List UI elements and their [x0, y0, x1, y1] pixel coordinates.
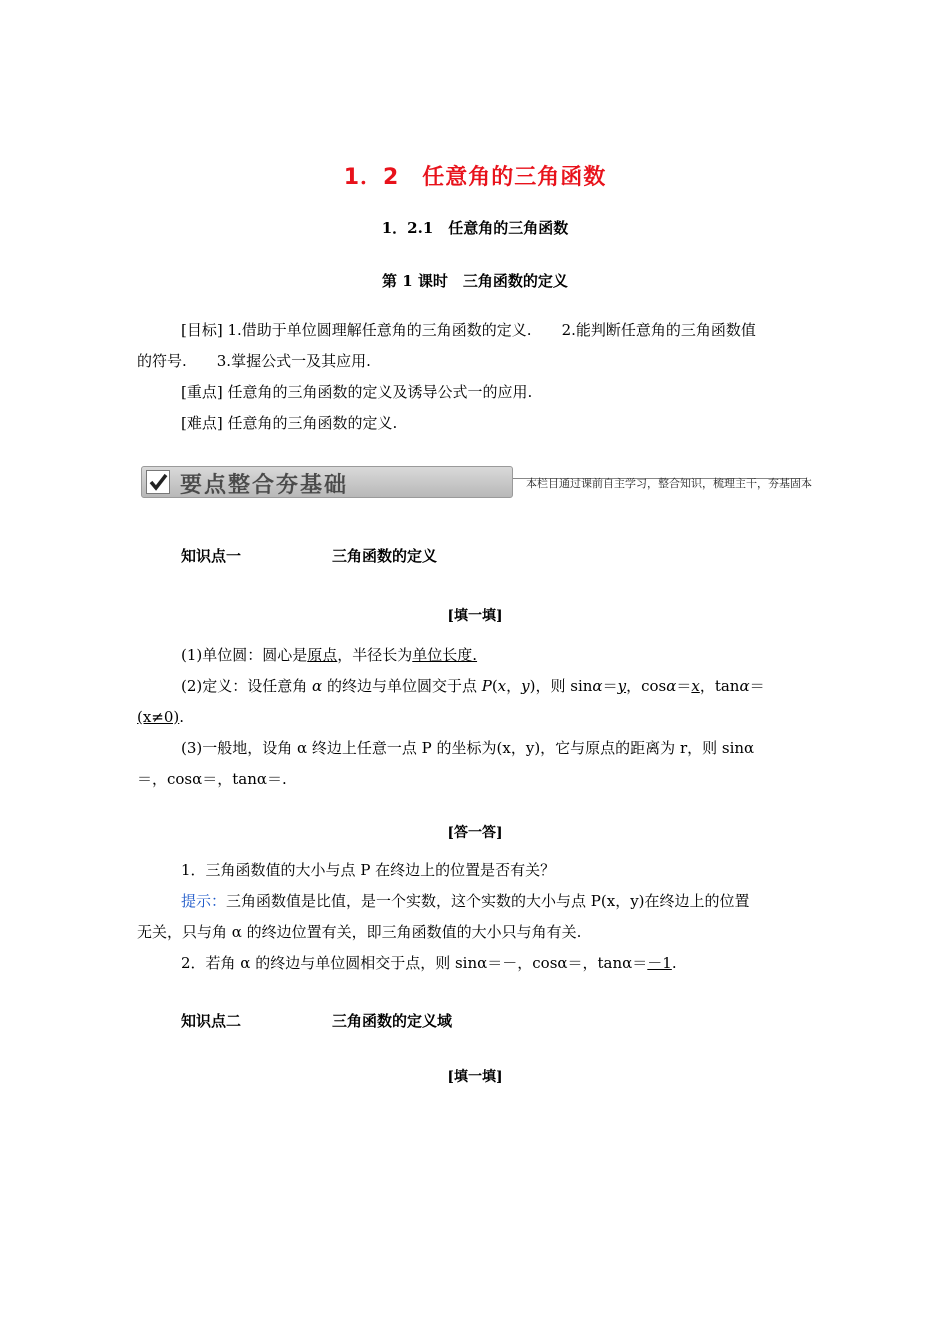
hint-paragraph-cont — [137, 917, 815, 948]
section-banner — [137, 464, 812, 498]
item-3 — [137, 733, 815, 764]
knowledge-point-1-label: 知识点一 — [181, 547, 242, 565]
alpha-symbol: α — [312, 677, 323, 695]
answer-sin: y — [617, 677, 627, 695]
item-1-text-a: (1)单位圆：圆心是 — [181, 646, 308, 664]
var-y: y — [521, 677, 530, 695]
item-2-text: ＝ — [602, 677, 618, 695]
goals-text-1: 1.借助于单位圆理解任意角的三角函数的定义. 2.能判断任意角的三角函数值 — [222, 321, 756, 339]
banner-box — [141, 466, 513, 498]
qa-heading: [答一答] — [447, 825, 503, 841]
question-1: 1．三角函数值的大小与点 P 在终边上的位置是否有关？ — [181, 861, 556, 879]
knowledge-point-2-name: 三角函数的定义域 — [332, 1012, 453, 1030]
question-2-answer: －1 — [647, 954, 672, 972]
item-1-answer-unit: 单位长度. — [412, 646, 478, 664]
item-2-cont — [137, 702, 815, 733]
item-3-line-2: ＝，cosα＝，tanα＝. — [137, 770, 287, 788]
goals-paragraph — [137, 315, 815, 346]
question-2-end: . — [671, 954, 677, 972]
item-3-line-1: (3)一般地，设角 α 终边上任意一点 P 的坐标为(x，y)，它与原点的距离为 r，则 sinα — [181, 739, 755, 757]
difficulty-text: 任意角的三角函数的定义. — [222, 414, 398, 432]
page-title: 1．2 任意角的三角函数 — [343, 165, 607, 190]
knowledge-point-2-label: 知识点二 — [181, 1012, 242, 1030]
hint-text-1: 三角函数值是比值，是一个实数，这个实数的大小与点 P(x，y)在终边上的位置 — [226, 892, 750, 910]
section-title: 1．2.1 任意角的三角函数 — [381, 219, 569, 237]
item-2-text: . — [179, 708, 185, 726]
hint-paragraph — [137, 886, 815, 917]
item-2-text: ＝ — [676, 677, 692, 695]
item-2: (2)定义：设任意角 α 的终边与单位圆交于点 P(x，y)，则 sinα＝y，cosα＝x，tanα＝ — [181, 677, 765, 695]
focus-label: [重点] — [181, 383, 223, 401]
knowledge-point-1-name: 三角函数的定义 — [332, 547, 438, 565]
banner-heading: 要点整合夯基础 — [180, 473, 349, 498]
question-2 — [137, 948, 815, 979]
item-2-text: ， — [506, 677, 522, 695]
fill-in-heading-2: [填一填] — [447, 1069, 503, 1085]
item-3-cont — [137, 764, 815, 795]
answer-tan-condition: (x≠0) — [137, 708, 180, 726]
item-1-text-c: ，半径长为 — [337, 646, 413, 664]
question-2-text: 2．若角 α 的终边与单位圆相交于点，则 sinα＝－，cosα＝，tanα＝ — [181, 954, 648, 972]
item-1 — [137, 640, 815, 671]
point-p: P — [481, 677, 492, 695]
goals-paragraph-cont — [137, 346, 815, 377]
difficulty-paragraph — [137, 408, 815, 439]
focus-paragraph — [137, 377, 815, 408]
hint-text-2: 无关，只与角 α 的终边位置有关，即三角函数值的大小只与角有关. — [137, 923, 582, 941]
item-1-answer-origin: 原点 — [307, 646, 338, 664]
goals-label: [目标] — [181, 321, 223, 339]
item-2-text: ( — [491, 677, 498, 695]
item-2-text: ＝ — [749, 677, 765, 695]
item-2-text: (2)定义：设任意角 — [181, 677, 313, 695]
hint-label: 提示： — [181, 892, 227, 910]
answer-cos: x — [691, 677, 700, 695]
item-2-text: 的终边与单位圆交于点 — [322, 677, 482, 695]
item-2-text: ，cos — [626, 677, 667, 695]
item-2-text: )，则 sin — [529, 677, 593, 695]
var-x: x — [497, 677, 507, 695]
banner-note: 本栏目通过课前自主学习，整合知识，梳理主干，夯基固本 — [526, 477, 812, 490]
fill-in-heading-1: [填一填] — [447, 608, 503, 624]
goals-text-2: 的符号. 3.掌握公式一及其应用. — [137, 352, 371, 370]
check-icon — [146, 470, 170, 494]
item-2-text: ，tan — [699, 677, 740, 695]
lesson-title: 第 1 课时 三角函数的定义 — [382, 272, 568, 290]
focus-text: 任意角的三角函数的定义及诱导公式一的应用. — [222, 383, 533, 401]
difficulty-label: [难点] — [181, 414, 223, 432]
